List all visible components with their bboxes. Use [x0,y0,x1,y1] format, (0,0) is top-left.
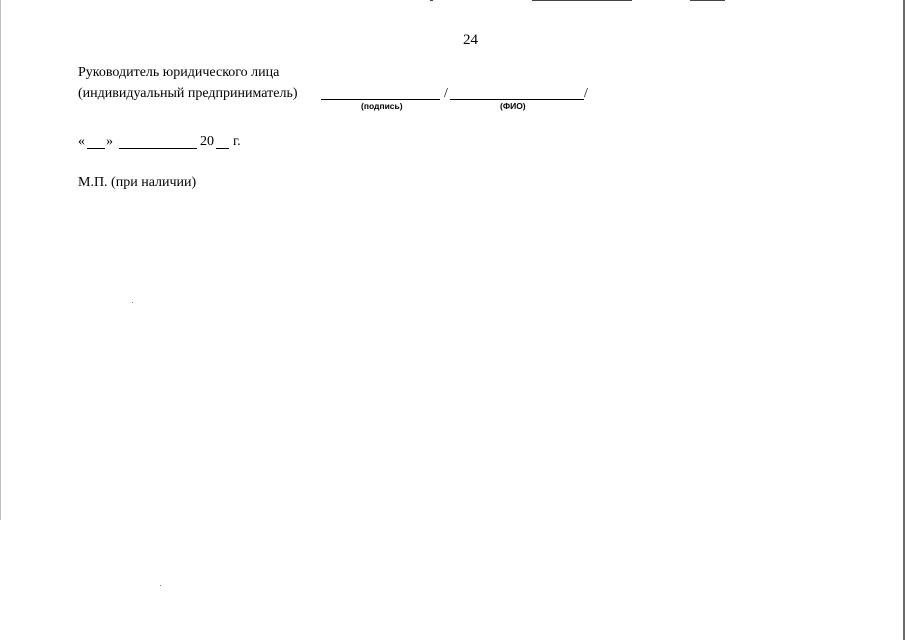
year-blank [216,148,229,149]
date-year-suffix: г. [233,134,241,149]
scan-top-mark [430,0,433,1]
page-number: 24 [463,32,478,48]
scan-edge-left [0,0,1,520]
date-open-quote: « [78,134,85,149]
stamp-label: М.П. (при наличии) [78,175,197,190]
scan-top-mark [532,0,632,1]
scan-top-mark [690,0,725,1]
signature-caption: (подпись) [361,101,403,111]
signature-blank [321,99,440,100]
scan-speck [160,585,161,586]
name-caption: (ФИО) [500,101,526,111]
name-blank [450,99,584,100]
signatory-title: Руководитель юридического лица [78,65,280,80]
date-year-prefix: 20 [200,134,214,149]
closing-slash: / [584,86,588,101]
day-blank [87,148,105,149]
separator-slash: / [444,86,448,101]
signatory-subtitle: (индивидуальный предприниматель) [78,86,298,101]
date-close-quote: » [106,134,113,149]
month-blank [119,148,197,149]
scan-speck [132,302,133,303]
